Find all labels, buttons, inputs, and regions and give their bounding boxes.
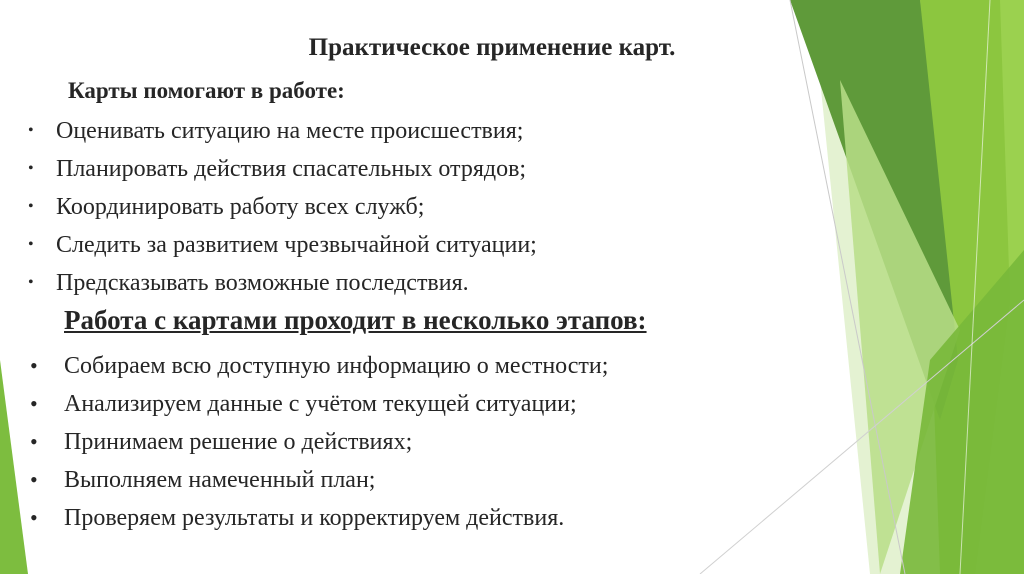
list-item-text: Оценивать ситуацию на месте происшествия; xyxy=(56,118,524,144)
list-item xyxy=(0,264,537,302)
bullet-icon: • xyxy=(30,505,38,530)
bullet-icon: • xyxy=(28,236,34,253)
bullet-icon: • xyxy=(30,467,38,492)
list-item-text: Принимаем решение о действиях; xyxy=(64,429,413,455)
list-item xyxy=(0,112,537,150)
stages-heading: Работа с картами проходит в несколько этапов: xyxy=(64,305,647,335)
usage-list xyxy=(0,112,537,302)
list-item xyxy=(0,226,537,264)
slide-subtitle: Карты помогают в работе: xyxy=(68,78,345,103)
bullet-icon: • xyxy=(28,122,34,139)
list-item-text: Анализируем данные с учётом текущей ситуации; xyxy=(64,391,577,417)
list-item-text: Предсказывать возможные последствия. xyxy=(56,270,469,296)
list-item-text: Следить за развитием чрезвычайной ситуации; xyxy=(56,232,537,258)
bullet-icon: • xyxy=(28,198,34,215)
bullet-icon: • xyxy=(30,429,38,454)
list-item-text: Проверяем результаты и корректируем действия. xyxy=(64,505,565,531)
list-item-text: Выполняем намеченный план; xyxy=(64,467,376,493)
list-item-text: Собираем всю доступную информацию о местности; xyxy=(64,353,609,379)
list-item xyxy=(0,188,537,226)
slide-title: Практическое применение карт. xyxy=(308,34,676,61)
list-item xyxy=(0,461,608,499)
stages-list xyxy=(0,347,608,537)
bullet-icon: • xyxy=(28,160,34,177)
list-item xyxy=(0,423,608,461)
list-item-text: Координировать работу всех служб; xyxy=(56,194,425,220)
bullet-icon: • xyxy=(28,274,34,291)
list-item xyxy=(0,499,608,537)
list-item xyxy=(0,150,537,188)
bullet-icon: • xyxy=(30,353,38,378)
list-item xyxy=(0,347,608,385)
list-item-text: Планировать действия спасательных отрядов; xyxy=(56,156,527,182)
list-item xyxy=(0,385,608,423)
bullet-icon: • xyxy=(30,391,38,416)
